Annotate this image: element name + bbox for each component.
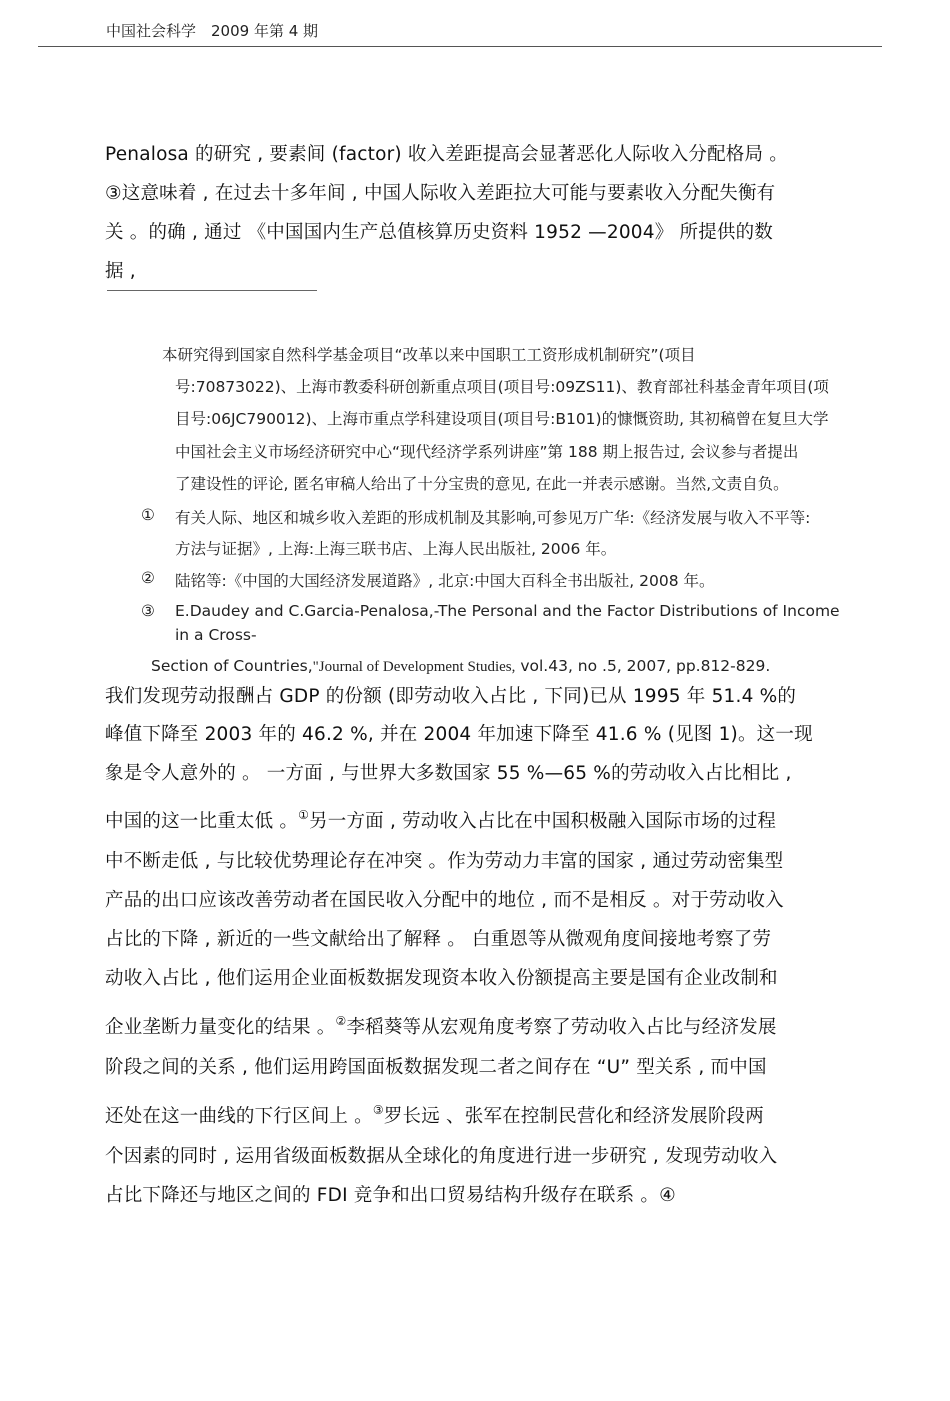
journal-title: "Journal of Development Studies, [312,659,516,675]
footnote-line: E.Daudey and C.Garcia-Penalosa,-The Personal and the Factor Distributions of Income [175,602,840,620]
footnote-line: 陆铭等:《中国的大国经济发展道路》, 北京:中国大百科全书出版社, 2008 年。 [175,572,715,590]
footnote-line: 中国社会主义市场经济研究中心“现代经济学系列讲座”第 188 期上报告过, 会议参与者提出 [175,443,799,461]
citation-text: Section of Countries, [151,657,313,675]
footnote-line: 目号:06JC790012)、上海市重点学科建设项目(项目号:B101)的慷慨资助, 其初稿曾在复旦大学 [175,410,829,428]
paragraph-line: ③这意味着 , 在过去十多年间 , 中国人际收入差距拉大可能与要素收入分配失衡有 [105,183,776,204]
footnote-line: 本研究得到国家自然科学基金项目“改革以来中国职工工资形成机制研究”(项目 [162,346,696,364]
footnote-continuation [151,657,770,676]
paragraph-line: Penalosa 的研究 , 要素间 (factor) 收入差距提高会显著恶化人际收入分配格局 。 [105,144,788,165]
text-run: 另一方面 , 劳动收入占比在中国积极融入国际市场的过程 [309,811,777,832]
paragraph-line: 个因素的同时 , 运用省级面板数据从全球化的角度进行进一步研究 , 发现劳动收入 [105,1146,778,1167]
paragraph-line [105,1102,764,1128]
paragraph-line: 据 , [105,261,136,282]
footnote-line: 了建设性的评论, 匿名审稿人给出了十分宝贵的意见, 在此一并表示感谢。当然,文责自负。 [175,475,789,493]
footnote-line: 方法与证据》, 上海:上海三联书店、上海人民出版社, 2006 年。 [175,540,617,558]
footnote-ref-2[interactable]: ② [335,1014,347,1028]
paragraph-line: 产品的出口应该改善劳动者在国民收入分配中的地位 , 而不是相反 。对于劳动收入 [105,890,784,911]
paragraph-line: 峰值下降至 2003 年的 46.2 %, 并在 2004 年加速下降至 41.6 % (见图 1)。这一现 [105,724,813,745]
paragraph-line [105,807,776,833]
footnote-line: 有关人际、地区和城乡收入差距的形成机制及其影响,可参见万广华:《经济发展与收入不平等: [175,509,811,527]
footnote-line: 号:70873022)、上海市教委科研创新重点项目(项目号:09ZS11)、教育部社科基金青年项目(项 [175,378,829,396]
text-run: 李稻葵等从宏观角度考察了劳动收入占比与经济发展 [346,1017,777,1038]
header-rule [38,46,882,47]
paragraph-line: 动收入占比 , 他们运用企业面板数据发现资本收入份额提高主要是国有企业改制和 [105,968,778,989]
paragraph-line: 象是令人意外的 。 一方面 , 与世界大多数国家 55 %—65 %的劳动收入占比相比 , [105,763,792,784]
footnote-mark: ③ [141,602,155,620]
text-run: 还处在这一曲线的下行区间上 。 [105,1106,373,1127]
paragraph-line: 我们发现劳动报酬占 GDP 的份额 (即劳动收入占比 , 下同)已从 1995 年 51.4 %的 [105,686,797,707]
text-run: 企业垄断力量变化的结果 。 [105,1017,336,1038]
paragraph-line: 阶段之间的关系 , 他们运用跨国面板数据发现二者之间存在 “U” 型关系 , 而中国 [105,1057,767,1078]
paragraph-line [105,1013,777,1039]
text-run: 罗长远 、张军在控制民营化和经济发展阶段两 [383,1106,764,1127]
footnote-ref-3[interactable]: ③ [372,1103,384,1117]
running-head: 中国社会科学 2009 年第 4 期 [106,22,319,40]
citation-text: vol.43, no .5, 2007, pp.812-829. [515,657,771,675]
footnote-ref-1[interactable]: ① [298,808,310,822]
footnote-mark: ① [141,506,155,524]
footnote-separator [107,290,317,291]
footnote-line: in a Cross- [175,626,257,644]
paragraph-line: 关 。的确 , 通过 《中国国内生产总值核算历史资料 1952 —2004》 所提供的数 [105,222,774,243]
text-run: 中国的这一比重太低 。 [105,811,299,832]
paragraph-line: 占比的下降 , 新近的一些文献给出了解释 。 白重恩等从微观角度间接地考察了劳 [105,929,772,950]
paragraph-line: 中不断走低 , 与比较优势理论存在冲突 。作为劳动力丰富的国家 , 通过劳动密集型 [105,851,784,872]
footnote-mark: ② [141,569,155,587]
paragraph-line: 占比下降还与地区之间的 FDI 竞争和出口贸易结构升级存在联系 。④ [105,1185,676,1206]
